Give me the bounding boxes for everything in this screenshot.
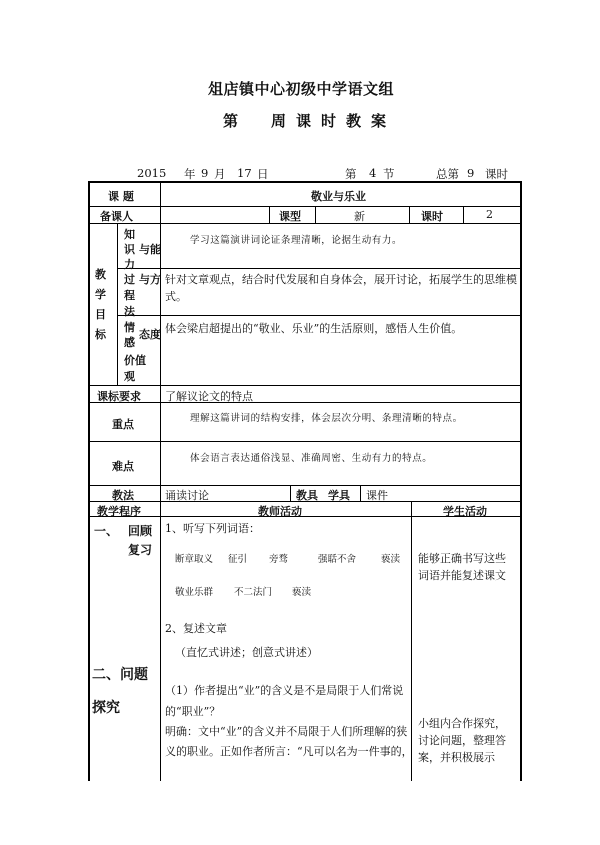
type-value: 新 <box>354 210 365 223</box>
meta-period: 4 <box>369 166 377 180</box>
meta-period-prefix: 第 <box>345 167 357 181</box>
key-point-label: 重点 <box>112 418 134 431</box>
difficulty-text: 体会语言表达通俗浅显、准确周密、生动有力的特点。 <box>190 453 433 464</box>
teacher-item-2: 2、复述文章 <box>165 622 227 635</box>
meta-period-suffix: 节 <box>383 167 395 181</box>
type-label: 课型 <box>279 210 301 223</box>
student-activity-2-line2: 讨论问题，整理答 <box>418 734 506 747</box>
student-activity-1-line1: 能够正确书写这些 <box>418 552 506 565</box>
answer-1-line1: 明确：文中“业”的含义并不局限于人们所理解的狭 <box>165 725 408 738</box>
step1-title-b: 复习 <box>128 543 153 557</box>
week-prefix: 第 <box>223 112 239 130</box>
student-activity-1-line2: 词语并能复述课文 <box>418 569 506 582</box>
difficulty-label: 难点 <box>112 460 134 473</box>
student-activity-2-line1: 小组内合作探究， <box>418 717 506 730</box>
step1-num: 一、 <box>94 524 119 538</box>
question-1-line2: 的“职业”？ <box>165 705 221 718</box>
objective-emotion-text: 体会梁启超提出的“敬业、乐业”的生活原则，感悟人生价值。 <box>165 322 463 335</box>
question-1-line1: （1）作者提出“业”的含义是不是局限于人们常说 <box>165 684 404 697</box>
meta-day-label: 日 <box>257 167 269 181</box>
standards-label: 课标要求 <box>97 390 141 403</box>
teacher-label: 备课人 <box>100 210 133 223</box>
teacher-item-1: 1、听写下列词语： <box>165 522 260 535</box>
meta-month-label: 月 <box>214 167 226 181</box>
step2-title-a: 二、问题 <box>92 667 148 683</box>
meta-total-prefix: 总第 <box>436 167 459 181</box>
meta-day: 17 <box>237 166 252 180</box>
hours-label: 课时 <box>421 210 443 223</box>
tools-label: 教具 <box>296 489 318 502</box>
answer-1-line2: 义的职业。正如作者所言：“凡可以名为一件事的， <box>165 745 413 758</box>
student-activity-2-line3: 案，并积极展示 <box>418 751 495 764</box>
standards-text: 了解议论文的特点 <box>165 390 253 403</box>
procedure-col2: 教师活动 <box>258 505 302 518</box>
step2-title-b: 探究 <box>92 700 120 716</box>
meta-total-suffix: 课时 <box>485 167 508 181</box>
method-label: 教法 <box>112 489 134 502</box>
objective-process-text: 针对文章观点，结合时代发展和自身体会，展开讨论，拓展学生的思维模式。 <box>165 273 517 303</box>
week-suffix: 周课时教案 <box>271 112 397 130</box>
method-value: 诵读讨论 <box>165 489 209 502</box>
objective-knowledge-text: 学习这篇演讲词论证条理清晰，论据生动有力。 <box>190 235 403 246</box>
hours-value: 2 <box>486 208 493 221</box>
topic-label: 课 题 <box>108 190 134 203</box>
key-point-text: 理解这篇讲词的结构安排，体会层次分明、条理清晰的特点。 <box>190 413 463 424</box>
procedure-col1: 教学程序 <box>97 505 141 518</box>
tools-label-2: 学具 <box>328 489 350 502</box>
meta-year-label: 年 <box>184 167 196 181</box>
procedure-col3: 学生活动 <box>443 505 487 518</box>
topic-value: 敬业与乐业 <box>311 190 366 203</box>
meta-month: 9 <box>201 166 209 180</box>
step1-title-a: 回顾 <box>128 524 153 538</box>
school-title: 俎店镇中心初级中学语文组 <box>208 80 395 98</box>
tools-value: 课件 <box>366 489 388 502</box>
meta-total: 9 <box>467 166 475 180</box>
meta-year: 2015 <box>137 166 167 180</box>
teacher-item-2-note: （直忆式讲述；创意式讲述） <box>175 646 318 659</box>
